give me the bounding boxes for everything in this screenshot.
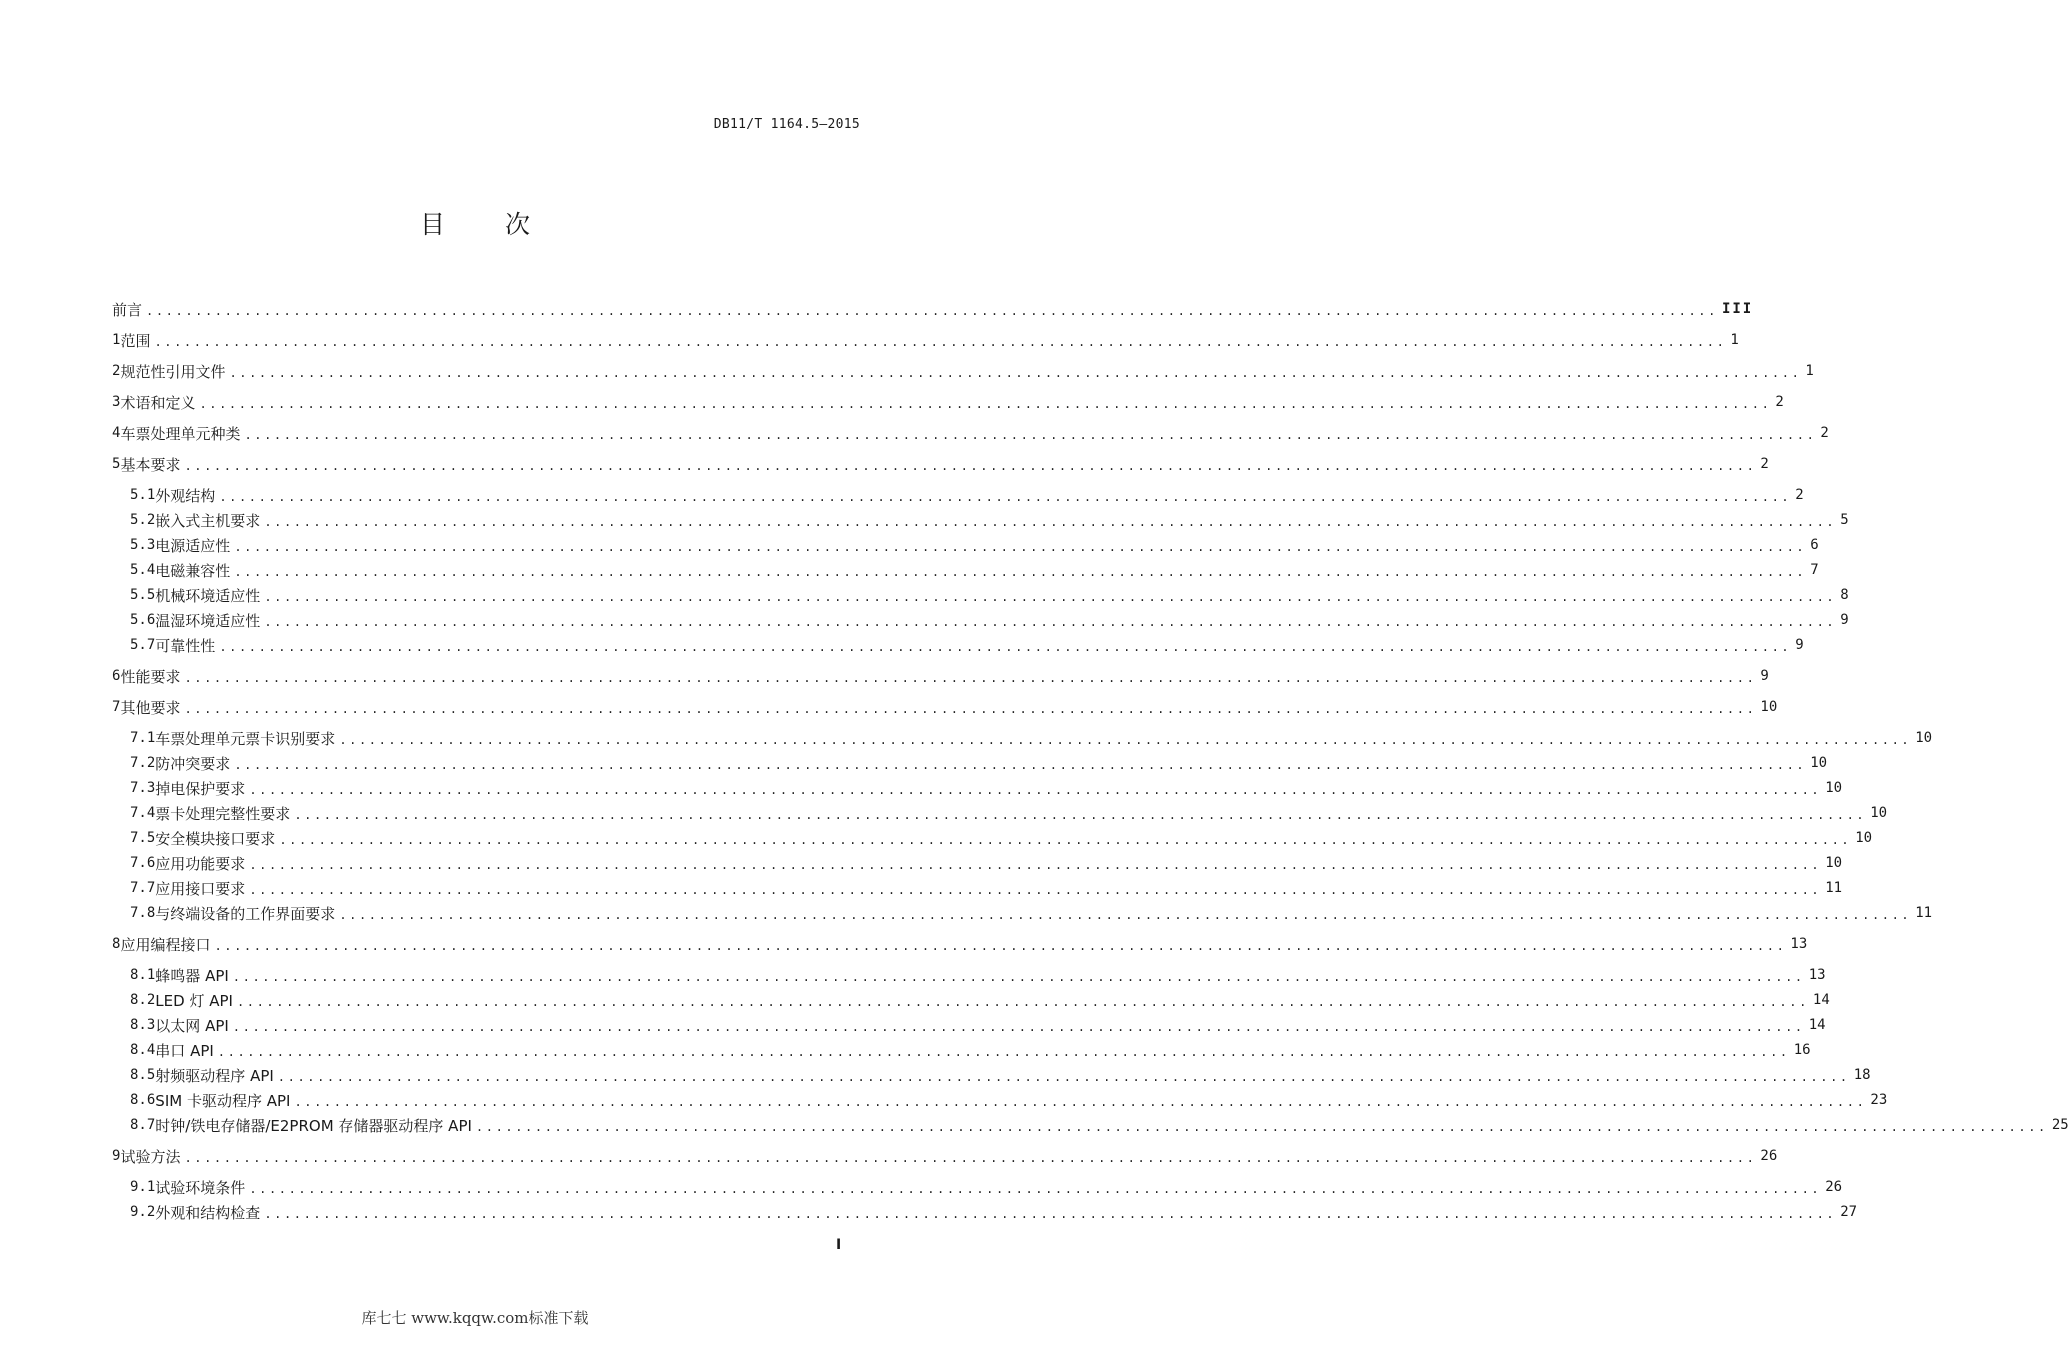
toc-leader-dots: ................................................................................................................................................................ (232, 1020, 1805, 1034)
toc-leader-dots: ................................................................................................................................................................ (229, 366, 1802, 380)
toc-entry-page: 27 (1840, 1204, 1858, 1220)
toc-entry-number: 7.1 (130, 730, 156, 746)
toc-entry[interactable] (130, 609, 1849, 631)
toc-entry-title: 掉电保护要求 (155, 779, 246, 798)
toc-entry-number: 8.5 (130, 1067, 156, 1083)
document-code: DB11/T 1164.5—2015 (713, 117, 860, 132)
toc-entry-number: 5.5 (130, 587, 156, 603)
toc-entry[interactable] (130, 1089, 1888, 1111)
toc-entry-page: 9 (1840, 612, 1849, 628)
toc-leader-dots: ................................................................................................................................................................ (184, 1151, 1757, 1165)
toc-leader-dots: ................................................................................................................................................................ (154, 335, 1727, 349)
toc-entry[interactable] (112, 391, 1784, 413)
toc-entry[interactable] (112, 933, 1808, 955)
toc-leader-dots: ................................................................................................................................................................ (184, 459, 1757, 473)
toc-entry-number: 5.6 (130, 612, 156, 628)
toc-entry-page: 18 (1853, 1067, 1871, 1083)
toc-leader-dots: ................................................................................................................................................................ (264, 1207, 1837, 1221)
page-number: I (836, 1237, 842, 1253)
toc-entry-title: 基本要求 (120, 455, 181, 474)
toc-entry-title: 蜂鸣器 API (155, 966, 229, 985)
toc-leader-dots: ................................................................................................................................................................ (264, 515, 1837, 529)
toc-entry[interactable] (112, 422, 1829, 444)
toc-entry-page: 1 (1805, 363, 1814, 379)
toc-entry[interactable] (130, 802, 1888, 824)
toc-entry-page: 26 (1825, 1179, 1843, 1195)
toc-entry-page: 10 (1810, 755, 1828, 771)
toc-entry[interactable] (130, 1176, 1843, 1198)
toc-entry-page: 8 (1840, 587, 1849, 603)
toc-leader-dots: ................................................................................................................................................................ (184, 671, 1757, 685)
toc-entry-page: 2 (1795, 487, 1804, 503)
toc-entry-title: 应用接口要求 (155, 879, 246, 898)
toc-entry[interactable] (130, 584, 1849, 606)
toc-entry[interactable] (130, 852, 1843, 874)
toc-leader-dots: ................................................................................................................................................................ (277, 1070, 1850, 1084)
toc-entry[interactable] (130, 559, 1819, 581)
toc-entry-page: 10 (1870, 805, 1888, 821)
toc-leader-dots: ................................................................................................................................................................ (244, 428, 1817, 442)
toc-entry-number: 9 (112, 1148, 121, 1164)
toc-entry[interactable] (130, 827, 1873, 849)
toc-entry-number: 5.7 (130, 637, 156, 653)
toc-entry-title: 电源适应性 (155, 536, 231, 555)
toc-leader-dots: ................................................................................................................................................................ (339, 908, 1912, 922)
toc-leader-dots: ................................................................................................................................................................ (199, 397, 1772, 411)
toc-entry-title: 术语和定义 (120, 393, 196, 412)
toc-entry-number: 7 (112, 699, 121, 715)
toc-entry[interactable] (130, 1039, 1811, 1061)
toc-leader-dots: ................................................................................................................................................................ (184, 702, 1757, 716)
toc-entry-number: 3 (112, 394, 121, 410)
toc-leader-dots: ................................................................................................................................................................ (339, 733, 1912, 747)
toc-entry-number: 7.7 (130, 880, 156, 896)
toc-entry[interactable] (112, 360, 1814, 382)
toc-entry-page: 2 (1820, 425, 1829, 441)
toc-entry-page: 14 (1808, 1017, 1826, 1033)
toc-entry-title: 温湿环境适应性 (155, 611, 261, 630)
toc-entry-page: III (1721, 301, 1754, 317)
toc-entry[interactable] (130, 1064, 1871, 1086)
toc-entry-page: 9 (1760, 668, 1769, 684)
toc-entry[interactable] (112, 329, 1739, 351)
toc-leader-dots: ................................................................................................................................................................ (279, 833, 1852, 847)
toc-entry-title: 票卡处理完整性要求 (155, 804, 291, 823)
toc-entry-title: SIM 卡驱动程序 API (155, 1091, 291, 1110)
toc-entry-page: 2 (1775, 394, 1784, 410)
toc-entry[interactable] (130, 727, 1933, 749)
toc-entry-title: 外观结构 (155, 486, 216, 505)
toc-entry-page: 10 (1855, 830, 1873, 846)
toc-entry-title: 串口 API (155, 1041, 214, 1060)
toc-entry-page: 5 (1840, 512, 1849, 528)
toc-leader-dots: ................................................................................................................................................................ (294, 808, 1867, 822)
toc-entry-title: 与终端设备的工作界面要求 (155, 904, 336, 923)
toc-entry[interactable] (112, 1145, 1778, 1167)
toc-entry-title: 范围 (120, 331, 151, 350)
toc-entry[interactable] (130, 877, 1843, 899)
toc-entry-title: 防冲突要求 (155, 754, 231, 773)
toc-entry[interactable] (130, 902, 1933, 924)
toc-entry-title: 规范性引用文件 (120, 362, 226, 381)
toc-entry[interactable] (130, 1014, 1826, 1036)
toc-entry[interactable] (130, 1114, 2069, 1136)
toc-leader-dots: ................................................................................................................................................................ (234, 540, 1807, 554)
toc-entry-page: 6 (1810, 537, 1819, 553)
toc-leader-dots: ................................................................................................................................................................ (475, 1120, 2048, 1134)
toc-entry-number: 8 (112, 936, 121, 952)
toc-entry-number: 7.2 (130, 755, 156, 771)
toc-entry-number: 8.3 (130, 1017, 156, 1033)
toc-entry-title: 电磁兼容性 (155, 561, 231, 580)
toc-entry-number: 7.3 (130, 780, 156, 796)
toc-leader-dots: ................................................................................................................................................................ (249, 883, 1822, 897)
toc-entry[interactable] (130, 964, 1826, 986)
toc-entry-number: 8.1 (130, 967, 156, 983)
toc-leader-dots: ................................................................................................................................................................ (234, 565, 1807, 579)
toc-entry-number: 1 (112, 332, 121, 348)
toc-entry-title: 性能要求 (120, 667, 181, 686)
toc-entry-number: 5 (112, 456, 121, 472)
toc-entry-page: 9 (1795, 637, 1804, 653)
toc-entry-title: 其他要求 (120, 698, 181, 717)
toc-entry-number: 8.7 (130, 1117, 156, 1133)
toc-entry-title: 应用编程接口 (120, 935, 211, 954)
toc-entry-page: 10 (1825, 780, 1843, 796)
toc-entry-page: 14 (1812, 992, 1830, 1008)
toc-entry-number: 7.8 (130, 905, 156, 921)
toc-title: 目 次 (420, 210, 556, 239)
toc-entry[interactable] (112, 453, 1769, 475)
toc-entry-page: 10 (1760, 699, 1778, 715)
toc-entry-number: 5.4 (130, 562, 156, 578)
toc-entry-number: 9.1 (130, 1179, 156, 1195)
toc-entry-title: 可靠性性 (155, 636, 216, 655)
toc-entry-page: 11 (1825, 880, 1843, 896)
toc-entry-title: 时钟/铁电存储器/E2PROM 存储器驱动程序 API (155, 1116, 472, 1135)
toc-entry-number: 8.2 (130, 992, 156, 1008)
toc-entry[interactable] (130, 534, 1819, 556)
toc-entry-number: 8.6 (130, 1092, 156, 1108)
toc-entry-page: 26 (1760, 1148, 1778, 1164)
toc-leader-dots: ................................................................................................................................................................ (249, 783, 1822, 797)
toc-entry-title: LED 灯 API (155, 991, 233, 1010)
toc-leader-dots: ................................................................................................................................................................ (234, 758, 1807, 772)
toc-entry-number: 5.1 (130, 487, 156, 503)
toc-entry-title: 车票处理单元票卡识别要求 (155, 729, 336, 748)
toc-entry-page: 25 (2051, 1117, 2069, 1133)
toc-entry[interactable] (130, 1201, 1858, 1223)
toc-leader-dots: ................................................................................................................................................................ (219, 490, 1792, 504)
toc-entry[interactable] (130, 989, 1830, 1011)
toc-entry-number: 7.4 (130, 805, 156, 821)
toc-entry-number: 4 (112, 425, 121, 441)
toc-entry-number: 7.6 (130, 855, 156, 871)
toc-entry-number: 7.5 (130, 830, 156, 846)
toc-entry[interactable] (130, 752, 1828, 774)
toc-leader-dots: ................................................................................................................................................................ (264, 590, 1837, 604)
toc-entry-title: 机械环境适应性 (155, 586, 261, 605)
toc-entry[interactable] (130, 484, 1804, 506)
toc-entry-page: 16 (1793, 1042, 1811, 1058)
toc-entry[interactable] (112, 696, 1778, 718)
toc-entry-page: 13 (1808, 967, 1826, 983)
toc-leader-dots: ................................................................................................................................................................ (294, 1095, 1867, 1109)
toc-entry-title: 以太网 API (155, 1016, 229, 1035)
toc-entry-number: 5.3 (130, 537, 156, 553)
toc-entry-page: 13 (1790, 936, 1808, 952)
toc-leader-dots: ................................................................................................................................................................ (217, 1045, 1790, 1059)
toc-entry-page: 10 (1825, 855, 1843, 871)
toc-entry-page: 10 (1915, 730, 1933, 746)
toc-leader-dots: ................................................................................................................................................................ (249, 858, 1822, 872)
toc-leader-dots: ................................................................................................................................................................ (146, 304, 1718, 318)
toc-entry-page: 1 (1730, 332, 1739, 348)
toc-entry-title: 外观和结构检查 (155, 1203, 261, 1222)
toc-entry-number: 6 (112, 668, 121, 684)
toc-entry-page: 7 (1810, 562, 1819, 578)
toc-entry[interactable] (130, 634, 1804, 656)
toc-entry-number: 9.2 (130, 1204, 156, 1220)
toc-entry-title: 试验方法 (120, 1147, 181, 1166)
toc-entry-page: 2 (1760, 456, 1769, 472)
toc-entry[interactable] (130, 509, 1849, 531)
toc-leader-dots: ................................................................................................................................................................ (219, 640, 1792, 654)
toc-leader-dots: ................................................................................................................................................................ (236, 995, 1809, 1009)
toc-entry-title: 安全模块接口要求 (155, 829, 276, 848)
footer-watermark: 库七七 www.kqqw.com标准下载 (361, 1309, 589, 1327)
toc-entry-title: 车票处理单元种类 (120, 424, 241, 443)
toc-entry[interactable] (130, 777, 1843, 799)
toc-entry-number: 2 (112, 363, 121, 379)
toc-entry-number: 5.2 (130, 512, 156, 528)
toc-leader-dots: ................................................................................................................................................................ (232, 970, 1805, 984)
toc-entry-title: 应用功能要求 (155, 854, 246, 873)
toc-entry-number: 8.4 (130, 1042, 156, 1058)
toc-entry-page: 23 (1870, 1092, 1888, 1108)
toc-leader-dots: ................................................................................................................................................................ (264, 615, 1837, 629)
toc-entry-title: 射频驱动程序 API (155, 1066, 274, 1085)
toc-entry-page: 11 (1915, 905, 1933, 921)
toc-leader-dots: ................................................................................................................................................................ (214, 939, 1787, 953)
toc-entry-title: 前言 (112, 300, 143, 319)
toc-entry[interactable] (112, 665, 1769, 687)
toc-leader-dots: ................................................................................................................................................................ (249, 1182, 1822, 1196)
toc-entry-title: 试验环境条件 (155, 1178, 246, 1197)
toc-entry[interactable] (112, 298, 1754, 320)
toc-entry-title: 嵌入式主机要求 (155, 511, 261, 530)
